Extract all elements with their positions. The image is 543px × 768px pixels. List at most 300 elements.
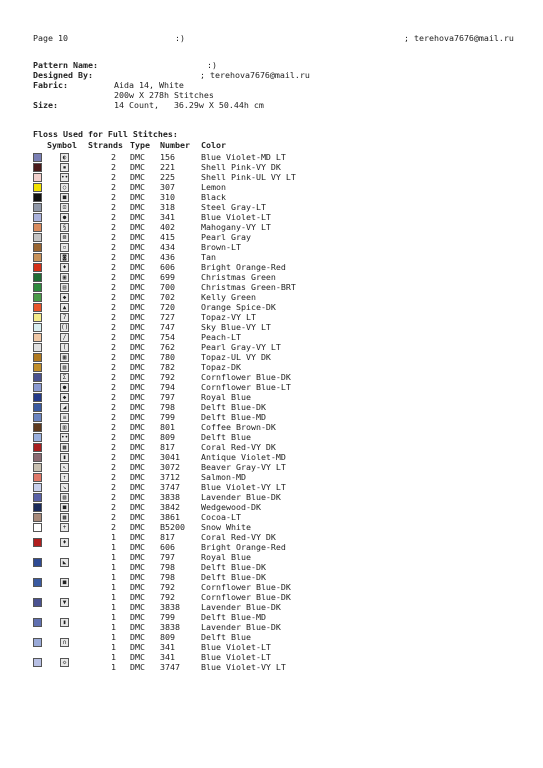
blend-group xyxy=(33,552,333,572)
floss-row xyxy=(33,302,333,312)
symbol-icon: ● xyxy=(60,213,69,222)
color-swatch xyxy=(33,618,42,627)
type-value: DMC xyxy=(130,342,145,352)
number-value: 798 xyxy=(160,572,175,582)
color-name: Blue Violet-LT xyxy=(201,642,271,652)
color-swatch xyxy=(33,538,42,547)
number-value: 780 xyxy=(160,352,175,362)
type-value: DMC xyxy=(130,222,145,232)
strands-value: 1 xyxy=(111,552,116,562)
symbol-icon: ▥ xyxy=(60,423,69,432)
color-swatch xyxy=(33,163,42,172)
blend-group xyxy=(33,612,333,632)
color-swatch xyxy=(33,323,42,332)
type-value: DMC xyxy=(130,632,145,642)
symbol-icon: ↘ xyxy=(60,483,69,492)
floss-row xyxy=(33,152,333,162)
symbol-icon: ■ xyxy=(60,578,69,587)
strands-value: 2 xyxy=(111,252,116,262)
floss-row xyxy=(33,342,333,352)
type-value: DMC xyxy=(130,542,145,552)
color-swatch xyxy=(33,393,42,402)
blend-group xyxy=(33,572,333,592)
number-value: 341 xyxy=(160,642,175,652)
number-value: 747 xyxy=(160,322,175,332)
strands-value: 1 xyxy=(111,622,116,632)
number-value: 402 xyxy=(160,222,175,232)
floss-row xyxy=(33,172,333,182)
color-swatch xyxy=(33,303,42,312)
strands-value: 2 xyxy=(111,512,116,522)
color-name: Christmas Green xyxy=(201,272,276,282)
type-value: DMC xyxy=(130,452,145,462)
number-value: 3712 xyxy=(160,472,180,482)
type-value: DMC xyxy=(130,352,145,362)
symbol-icon: ◙ xyxy=(60,253,69,262)
header-type: Type xyxy=(130,140,150,150)
symbol-icon: ↑ xyxy=(60,473,69,482)
strands-value: 2 xyxy=(111,342,116,352)
color-name: Blue Violet-VY LT xyxy=(201,482,286,492)
strands-value: 2 xyxy=(111,172,116,182)
floss-row xyxy=(33,502,333,512)
type-value: DMC xyxy=(130,582,145,592)
color-name: Sky Blue-VY LT xyxy=(201,322,271,332)
color-swatch xyxy=(33,513,42,522)
symbol-icon: ▪ xyxy=(60,163,69,172)
color-swatch xyxy=(33,433,42,442)
type-value: DMC xyxy=(130,532,145,542)
floss-row xyxy=(33,332,333,342)
color-name: Topaz-DK xyxy=(201,362,241,372)
color-name: Wedgewood-DK xyxy=(201,502,261,512)
type-value: DMC xyxy=(130,312,145,322)
type-value: DMC xyxy=(130,522,145,532)
strands-value: 2 xyxy=(111,372,116,382)
color-name: Lavender Blue-DK xyxy=(201,602,281,612)
floss-table-header xyxy=(33,140,333,150)
header-number: Number xyxy=(160,140,190,150)
type-value: DMC xyxy=(130,152,145,162)
symbol-icon: ▨ xyxy=(60,493,69,502)
pattern-name-label: Pattern Name: xyxy=(33,60,98,70)
strands-value: 2 xyxy=(111,482,116,492)
color-name: Cornflower Blue-DK xyxy=(201,582,291,592)
floss-row xyxy=(33,322,333,332)
type-value: DMC xyxy=(130,202,145,212)
size-value: 14 Count, 36.29w X 50.44h cm xyxy=(114,100,264,110)
strands-value: 2 xyxy=(111,292,116,302)
color-swatch xyxy=(33,598,42,607)
number-value: 3838 xyxy=(160,602,180,612)
floss-row xyxy=(33,272,333,282)
color-name: Black xyxy=(201,192,226,202)
color-name: Salmon-MD xyxy=(201,472,246,482)
symbol-icon: ◐ xyxy=(60,153,69,162)
color-swatch xyxy=(33,473,42,482)
color-name: Brown-LT xyxy=(201,242,241,252)
color-name: Lavender Blue-DK xyxy=(201,622,281,632)
type-value: DMC xyxy=(130,552,145,562)
number-value: 3747 xyxy=(160,482,180,492)
symbol-icon: ↖ xyxy=(60,463,69,472)
number-value: 727 xyxy=(160,312,175,322)
color-swatch xyxy=(33,638,42,647)
floss-row xyxy=(33,352,333,362)
color-name: Delft Blue-DK xyxy=(201,572,266,582)
color-name: Pearl Gray xyxy=(201,232,251,242)
color-swatch xyxy=(33,253,42,262)
designer-label: Designed By: xyxy=(33,70,93,80)
floss-row xyxy=(33,482,333,492)
strands-value: 1 xyxy=(111,652,116,662)
strands-value: 2 xyxy=(111,422,116,432)
number-value: 3838 xyxy=(160,492,180,502)
strands-value: 1 xyxy=(111,612,116,622)
color-name: Coffee Brown-DK xyxy=(201,422,276,432)
color-swatch xyxy=(33,578,42,587)
color-name: Tan xyxy=(201,252,216,262)
floss-row xyxy=(33,202,333,212)
floss-row xyxy=(33,362,333,372)
type-value: DMC xyxy=(130,502,145,512)
symbol-icon: ▫ xyxy=(60,243,69,252)
floss-row xyxy=(33,462,333,472)
color-swatch xyxy=(33,383,42,392)
color-name: Pearl Gray-VY LT xyxy=(201,342,281,352)
type-value: DMC xyxy=(130,402,145,412)
number-value: 797 xyxy=(160,552,175,562)
floss-row xyxy=(33,232,333,242)
color-name: Delft Blue xyxy=(201,432,251,442)
symbol-icon: ◣ xyxy=(60,558,69,567)
strands-value: 2 xyxy=(111,192,116,202)
number-value: 798 xyxy=(160,402,175,412)
symbol-icon: ♦ xyxy=(60,538,69,547)
type-value: DMC xyxy=(130,442,145,452)
symbol-icon: ⊠ xyxy=(60,233,69,242)
type-value: DMC xyxy=(130,232,145,242)
type-value: DMC xyxy=(130,382,145,392)
number-value: 415 xyxy=(160,232,175,242)
number-value: B5200 xyxy=(160,522,185,532)
floss-row xyxy=(33,422,333,432)
number-value: 792 xyxy=(160,582,175,592)
symbol-icon: + xyxy=(60,523,69,532)
designer-value: ; terehova7676@mail.ru xyxy=(200,70,310,80)
strands-value: 1 xyxy=(111,562,116,572)
type-value: DMC xyxy=(130,482,145,492)
strands-value: 2 xyxy=(111,432,116,442)
symbol-icon: •• xyxy=(61,434,69,441)
floss-row xyxy=(33,292,333,302)
symbol-icon: ▼ xyxy=(60,598,69,607)
strands-value: 2 xyxy=(111,242,116,252)
blend-group xyxy=(33,532,333,552)
color-name: Bright Orange-Red xyxy=(201,262,286,272)
color-swatch xyxy=(33,423,42,432)
number-value: 799 xyxy=(160,412,175,422)
strands-value: 2 xyxy=(111,382,116,392)
blend-group xyxy=(33,592,333,612)
color-name: Blue Violet-LT xyxy=(201,212,271,222)
number-value: 225 xyxy=(160,172,175,182)
floss-row xyxy=(33,252,333,262)
number-value: 221 xyxy=(160,162,175,172)
strands-value: 2 xyxy=(111,152,116,162)
number-value: 792 xyxy=(160,372,175,382)
symbol-icon: § xyxy=(60,223,69,232)
symbol-icon: ◆ xyxy=(60,393,69,402)
color-swatch xyxy=(33,183,42,192)
number-value: 720 xyxy=(160,302,175,312)
color-name: Lavender Blue-DK xyxy=(201,492,281,502)
symbol-icon: ◇ xyxy=(60,658,69,667)
type-value: DMC xyxy=(130,302,145,312)
number-value: 809 xyxy=(160,432,175,442)
number-value: 307 xyxy=(160,182,175,192)
color-name: Cornflower Blue-LT xyxy=(201,382,291,392)
floss-row xyxy=(33,282,333,292)
color-name: Blue Violet-LT xyxy=(201,652,271,662)
symbol-icon: ( xyxy=(60,343,69,352)
floss-row xyxy=(33,222,333,232)
color-swatch xyxy=(33,493,42,502)
type-value: DMC xyxy=(130,422,145,432)
pattern-name-value: :) xyxy=(207,60,217,70)
color-swatch xyxy=(33,193,42,202)
type-value: DMC xyxy=(130,622,145,632)
type-value: DMC xyxy=(130,362,145,372)
color-swatch xyxy=(33,343,42,352)
color-name: Bright Orange-Red xyxy=(201,542,286,552)
color-swatch xyxy=(33,313,42,322)
color-swatch xyxy=(33,483,42,492)
size-label: Size: xyxy=(33,100,58,110)
symbol-icon: ▮ xyxy=(60,453,69,462)
type-value: DMC xyxy=(130,592,145,602)
strands-value: 1 xyxy=(111,582,116,592)
number-value: 809 xyxy=(160,632,175,642)
number-value: 798 xyxy=(160,562,175,572)
symbol-icon: ◆ xyxy=(60,293,69,302)
color-name: Cornflower Blue-DK xyxy=(201,592,291,602)
strands-value: 1 xyxy=(111,662,116,672)
color-name: Cocoa-LT xyxy=(201,512,241,522)
floss-row xyxy=(33,522,333,532)
symbol-icon: ▣ xyxy=(60,273,69,282)
type-value: DMC xyxy=(130,652,145,662)
number-value: 436 xyxy=(160,252,175,262)
floss-row xyxy=(33,392,333,402)
type-value: DMC xyxy=(130,392,145,402)
floss-row xyxy=(33,412,333,422)
symbol-icon: ▦ xyxy=(60,353,69,362)
type-value: DMC xyxy=(130,462,145,472)
color-name: Royal Blue xyxy=(201,392,251,402)
type-value: DMC xyxy=(130,372,145,382)
strands-value: 2 xyxy=(111,442,116,452)
color-swatch xyxy=(33,153,42,162)
number-value: 817 xyxy=(160,442,175,452)
floss-row xyxy=(33,512,333,522)
type-value: DMC xyxy=(130,192,145,202)
color-name: Peach-LT xyxy=(201,332,241,342)
color-swatch xyxy=(33,333,42,342)
type-value: DMC xyxy=(130,612,145,622)
floss-row xyxy=(33,212,333,222)
symbol-icon: ▲ xyxy=(60,303,69,312)
color-swatch xyxy=(33,243,42,252)
color-name: Christmas Green-BRT xyxy=(201,282,296,292)
type-value: DMC xyxy=(130,172,145,182)
color-name: Kelly Green xyxy=(201,292,256,302)
number-value: 762 xyxy=(160,342,175,352)
number-value: 310 xyxy=(160,192,175,202)
fabric-line-1: Aida 14, White xyxy=(114,80,184,90)
number-value: 3072 xyxy=(160,462,180,472)
symbol-icon: ▩ xyxy=(60,513,69,522)
number-value: 606 xyxy=(160,542,175,552)
number-value: 702 xyxy=(160,292,175,302)
strands-value: 2 xyxy=(111,402,116,412)
color-name: Snow White xyxy=(201,522,251,532)
type-value: DMC xyxy=(130,162,145,172)
color-swatch xyxy=(33,293,42,302)
strands-value: 2 xyxy=(111,492,116,502)
color-swatch xyxy=(33,353,42,362)
color-name: Shell Pink-UL VY LT xyxy=(201,172,296,182)
blend-group xyxy=(33,652,333,672)
header-smiley: :) xyxy=(175,33,185,43)
strands-value: 2 xyxy=(111,282,116,292)
color-name: Lemon xyxy=(201,182,226,192)
number-value: 782 xyxy=(160,362,175,372)
color-swatch xyxy=(33,233,42,242)
number-value: 156 xyxy=(160,152,175,162)
header-color: Color xyxy=(201,140,226,150)
symbol-icon: ▮ xyxy=(60,618,69,627)
strands-value: 2 xyxy=(111,182,116,192)
symbol-icon: ⊡ xyxy=(60,203,69,212)
color-swatch xyxy=(33,363,42,372)
color-swatch xyxy=(33,173,42,182)
color-swatch xyxy=(33,213,42,222)
color-swatch xyxy=(33,203,42,212)
color-name: Antique Violet-MD xyxy=(201,452,286,462)
type-value: DMC xyxy=(130,262,145,272)
strands-value: 2 xyxy=(111,332,116,342)
color-name: Coral Red-VY DK xyxy=(201,532,276,542)
type-value: DMC xyxy=(130,642,145,652)
color-swatch xyxy=(33,463,42,472)
color-swatch xyxy=(33,443,42,452)
strands-value: 2 xyxy=(111,162,116,172)
color-name: Beaver Gray-VY LT xyxy=(201,462,286,472)
number-value: 318 xyxy=(160,202,175,212)
color-name: Delft Blue xyxy=(201,632,251,642)
color-name: Orange Spice-DK xyxy=(201,302,276,312)
header-symbol: Symbol xyxy=(47,140,77,150)
fabric-line-2: 200w X 278h Stitches xyxy=(114,90,214,100)
symbol-icon: ◢ xyxy=(60,403,69,412)
symbol-icon: 7 xyxy=(60,313,69,322)
color-name: Delft Blue-MD xyxy=(201,412,266,422)
page-number: Page 10 xyxy=(33,33,68,43)
floss-row xyxy=(33,312,333,322)
symbol-icon: ♦ xyxy=(60,263,69,272)
floss-row xyxy=(33,492,333,502)
symbol-icon: Σ xyxy=(60,373,69,382)
strands-value: 1 xyxy=(111,592,116,602)
strands-value: 1 xyxy=(111,532,116,542)
strands-value: 2 xyxy=(111,272,116,282)
strands-value: 2 xyxy=(111,322,116,332)
type-value: DMC xyxy=(130,182,145,192)
number-value: 3838 xyxy=(160,622,180,632)
color-swatch xyxy=(33,283,42,292)
symbol-icon: ▤ xyxy=(60,283,69,292)
color-name: Royal Blue xyxy=(201,552,251,562)
number-value: 699 xyxy=(160,272,175,282)
number-value: 434 xyxy=(160,242,175,252)
header-email: ; terehova7676@mail.ru xyxy=(404,33,514,43)
color-name: Delft Blue-DK xyxy=(201,562,266,572)
color-name: Delft Blue-DK xyxy=(201,402,266,412)
type-value: DMC xyxy=(130,572,145,582)
strands-value: 2 xyxy=(111,262,116,272)
color-name: Topaz-VY LT xyxy=(201,312,256,322)
type-value: DMC xyxy=(130,332,145,342)
number-value: 797 xyxy=(160,392,175,402)
symbol-icon: ■ xyxy=(60,503,69,512)
strands-value: 1 xyxy=(111,602,116,612)
strands-value: 2 xyxy=(111,232,116,242)
strands-value: 1 xyxy=(111,632,116,642)
number-value: 792 xyxy=(160,592,175,602)
number-value: 817 xyxy=(160,532,175,542)
color-name: Coral Red-VY DK xyxy=(201,442,276,452)
color-name: Blue Violet-MD LT xyxy=(201,152,286,162)
floss-row xyxy=(33,472,333,482)
floss-row xyxy=(33,162,333,172)
strands-value: 2 xyxy=(111,352,116,362)
fabric-label: Fabric: xyxy=(33,80,68,90)
type-value: DMC xyxy=(130,252,145,262)
number-value: 3842 xyxy=(160,502,180,512)
symbol-icon: ▩ xyxy=(60,443,69,452)
type-value: DMC xyxy=(130,512,145,522)
color-name: Topaz-UL VY DK xyxy=(201,352,271,362)
number-value: 341 xyxy=(160,212,175,222)
type-value: DMC xyxy=(130,492,145,502)
type-value: DMC xyxy=(130,242,145,252)
strands-value: 1 xyxy=(111,542,116,552)
symbol-icon: ∩ xyxy=(60,638,69,647)
floss-row xyxy=(33,242,333,252)
color-swatch xyxy=(33,503,42,512)
type-value: DMC xyxy=(130,212,145,222)
color-swatch xyxy=(33,413,42,422)
type-value: DMC xyxy=(130,472,145,482)
color-name: Shell Pink-VY DK xyxy=(201,162,281,172)
symbol-icon: ■ xyxy=(60,193,69,202)
strands-value: 2 xyxy=(111,202,116,212)
color-swatch xyxy=(33,223,42,232)
type-value: DMC xyxy=(130,282,145,292)
strands-value: 2 xyxy=(111,222,116,232)
strands-value: 1 xyxy=(111,572,116,582)
